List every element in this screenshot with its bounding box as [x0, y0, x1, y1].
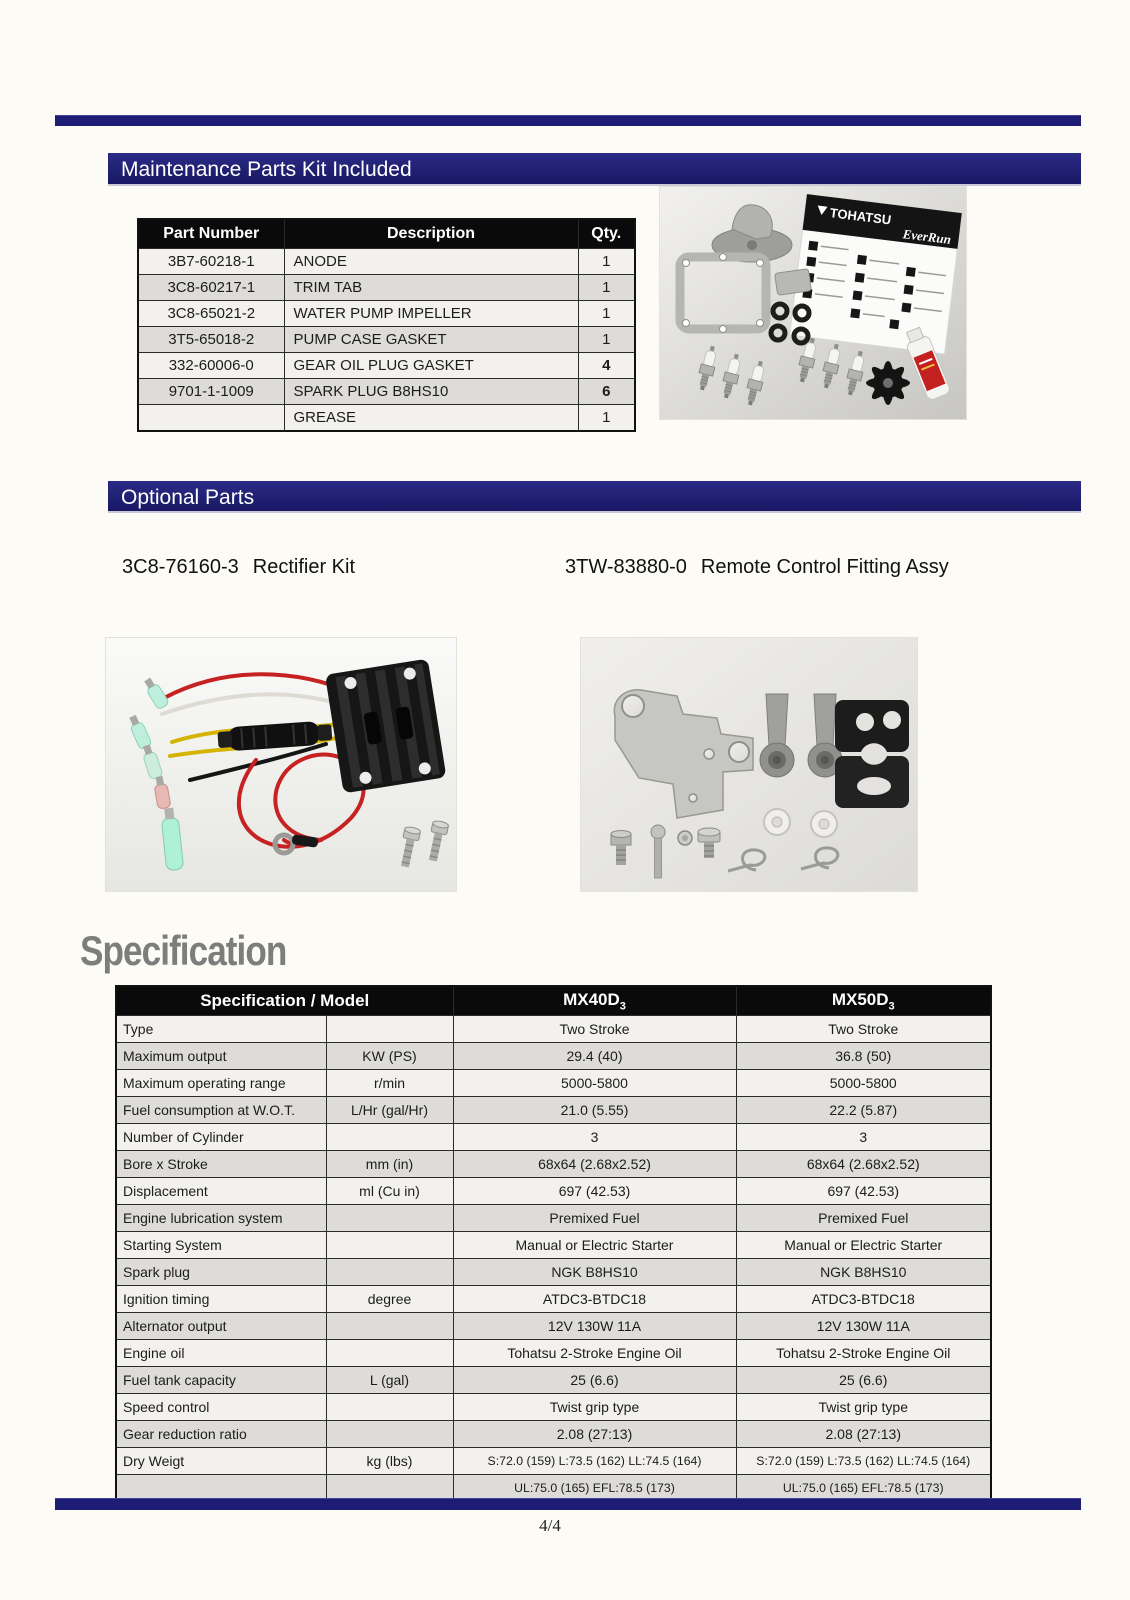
qty-cell: 1: [578, 275, 635, 301]
part-number-cell: 3B7-60218-1: [138, 249, 284, 275]
description-cell: ANODE: [284, 249, 578, 275]
model-header-mx50: [736, 986, 991, 1016]
maintenance-row: [138, 405, 635, 432]
spec-value-mx40: 21.0 (5.55): [453, 1097, 736, 1124]
spec-unit-cell: KW (PS): [326, 1043, 453, 1070]
rectifier-kit-label: [122, 556, 355, 579]
description-header: Description: [284, 219, 578, 249]
spec-value-mx50: NGK B8HS10: [736, 1259, 991, 1286]
qty-cell: 1: [578, 405, 635, 432]
qty-header: Qty.: [578, 219, 635, 249]
qty-cell: 1: [578, 249, 635, 275]
qty-cell: 4: [578, 353, 635, 379]
specification-table: [115, 985, 992, 1503]
remote-control-label: [565, 556, 949, 579]
spec-label-cell: Ignition timing: [116, 1286, 326, 1313]
description-cell: SPARK PLUG B8HS10: [284, 379, 578, 405]
part-number-cell: 9701-1-1009: [138, 379, 284, 405]
maintenance-row: [138, 301, 635, 327]
spec-unit-cell: r/min: [326, 1070, 453, 1097]
maintenance-row: [138, 249, 635, 275]
part-number-cell: [138, 405, 284, 432]
spec-unit-cell: [326, 1124, 453, 1151]
spec-value-mx40: 2.08 (27:13): [453, 1421, 736, 1448]
spec-label-cell: Speed control: [116, 1394, 326, 1421]
remote-control-part-number: 3TW-83880-0: [565, 556, 687, 578]
spec-row: [116, 1205, 991, 1232]
spec-label-cell: Spark plug: [116, 1259, 326, 1286]
page-number: 4/4: [539, 1516, 561, 1535]
spec-value-mx40: Twist grip type: [453, 1394, 736, 1421]
spec-value-mx40: ATDC3-BTDC18: [453, 1286, 736, 1313]
remote-control-name: Remote Control Fitting Assy: [700, 556, 949, 578]
spec-row: [116, 1394, 991, 1421]
rectifier-body-illustration: [325, 659, 446, 794]
metal-block-illustration: [775, 269, 812, 296]
maintenance-row: [138, 327, 635, 353]
maintenance-row: [138, 379, 635, 405]
maintenance-kit-photo: [659, 186, 967, 420]
spec-unit-cell: degree: [326, 1286, 453, 1313]
spec-value-mx50: 697 (42.53): [736, 1178, 991, 1205]
instruction-sheet: [790, 194, 962, 354]
spec-row: [116, 1367, 991, 1394]
spec-value-mx40: 29.4 (40): [453, 1043, 736, 1070]
description-cell: TRIM TAB: [284, 275, 578, 301]
spec-row: [116, 1097, 991, 1124]
part-number-cell: 3C8-60217-1: [138, 275, 284, 301]
spec-row: [116, 1124, 991, 1151]
top-divider-bar: [55, 115, 1081, 126]
spec-corner-header: Specification / Model: [116, 986, 453, 1016]
spec-unit-cell: [326, 1205, 453, 1232]
maintenance-header-row: [138, 219, 635, 249]
spec-label-cell: Displacement: [116, 1178, 326, 1205]
spec-value-mx40: Premixed Fuel: [453, 1205, 736, 1232]
spec-unit-cell: [326, 1421, 453, 1448]
maintenance-section-header: [108, 153, 1081, 186]
optional-section-title: Optional Parts: [121, 486, 255, 509]
spec-value-mx50: Two Stroke: [736, 1016, 991, 1043]
rectifier-kit-part-number: 3C8-76160-3: [122, 556, 239, 578]
spec-row: [116, 1151, 991, 1178]
spec-row: [116, 1259, 991, 1286]
part-number-cell: 3C8-65021-2: [138, 301, 284, 327]
spec-label-cell: Fuel consumption at W.O.T.: [116, 1097, 326, 1124]
spec-unit-cell: [326, 1016, 453, 1043]
maintenance-section-title: Maintenance Parts Kit Included: [121, 158, 412, 181]
spec-header-row: [116, 986, 991, 1016]
impeller-illustration: [866, 361, 910, 405]
spec-row: [116, 1016, 991, 1043]
maintenance-row: [138, 353, 635, 379]
rectifier-kit-name: Rectifier Kit: [252, 556, 355, 578]
part-number-header: Part Number: [138, 219, 284, 249]
model-sub: 3: [619, 1000, 626, 1013]
part-number-cell: 3T5-65018-2: [138, 327, 284, 353]
maintenance-parts-table: [137, 218, 636, 432]
spec-label-cell: Type: [116, 1016, 326, 1043]
qty-cell: 1: [578, 327, 635, 353]
maintenance-row: [138, 275, 635, 301]
qty-cell: 6: [578, 379, 635, 405]
spec-unit-cell: [326, 1340, 453, 1367]
spec-label-cell: Starting System: [116, 1232, 326, 1259]
spec-value-mx50: Tohatsu 2-Stroke Engine Oil: [736, 1340, 991, 1367]
spec-unit-cell: [326, 1232, 453, 1259]
spec-label-cell: Engine oil: [116, 1340, 326, 1367]
description-cell: GREASE: [284, 405, 578, 432]
spec-label-cell: Maximum output: [116, 1043, 326, 1070]
spec-unit-cell: L (gal): [326, 1367, 453, 1394]
spec-value-mx40: Manual or Electric Starter: [453, 1232, 736, 1259]
spec-value-mx50: 22.2 (5.87): [736, 1097, 991, 1124]
spec-value-mx50: ATDC3-BTDC18: [736, 1286, 991, 1313]
spec-value-mx50: 3: [736, 1124, 991, 1151]
spec-row: [116, 1313, 991, 1340]
specification-title: Specification: [80, 928, 287, 974]
spec-value-mx40: 68x64 (2.68x2.52): [453, 1151, 736, 1178]
spec-row: [116, 1421, 991, 1448]
spec-label-cell: Gear reduction ratio: [116, 1421, 326, 1448]
spec-row: [116, 1070, 991, 1097]
description-cell: GEAR OIL PLUG GASKET: [284, 353, 578, 379]
spec-label-cell: Maximum operating range: [116, 1070, 326, 1097]
spec-value-mx40: 3: [453, 1124, 736, 1151]
spec-row: [116, 1448, 991, 1475]
spec-value-mx40: 12V 130W 11A: [453, 1313, 736, 1340]
spec-unit-cell: [326, 1394, 453, 1421]
spec-value-mx40: 5000-5800: [453, 1070, 736, 1097]
spec-value-mx40: Two Stroke: [453, 1016, 736, 1043]
model-base: MX40D: [563, 989, 620, 1009]
spec-label-cell: Bore x Stroke: [116, 1151, 326, 1178]
spec-value-mx50: Manual or Electric Starter: [736, 1232, 991, 1259]
spec-value-mx50: 5000-5800: [736, 1070, 991, 1097]
spec-unit-cell: ml (Cu in): [326, 1178, 453, 1205]
spec-value-mx50: S:72.0 (159) L:73.5 (162) LL:74.5 (164): [736, 1448, 991, 1475]
kit-brand-text: TOHATSU: [828, 205, 893, 228]
spec-value-mx50: 25 (6.6): [736, 1367, 991, 1394]
spec-unit-cell: kg (lbs): [326, 1448, 453, 1475]
spec-label-cell: Alternator output: [116, 1313, 326, 1340]
spec-label-cell: Number of Cylinder: [116, 1124, 326, 1151]
spec-row: [116, 1043, 991, 1070]
spec-row: [116, 1340, 991, 1367]
spec-value-mx50: Twist grip type: [736, 1394, 991, 1421]
spec-value-mx50: Premixed Fuel: [736, 1205, 991, 1232]
remote-control-fitting-photo: [580, 637, 918, 892]
spec-value-mx40: Tohatsu 2-Stroke Engine Oil: [453, 1340, 736, 1367]
spec-value-mx40: UL:75.0 (165) EFL:78.5 (173): [453, 1475, 736, 1503]
qty-cell: 1: [578, 301, 635, 327]
spec-row: [116, 1178, 991, 1205]
spec-unit-cell: [326, 1259, 453, 1286]
spec-value-mx50: 68x64 (2.68x2.52): [736, 1151, 991, 1178]
spec-row: [116, 1232, 991, 1259]
spec-value-mx40: 697 (42.53): [453, 1178, 736, 1205]
description-cell: PUMP CASE GASKET: [284, 327, 578, 353]
bottom-divider-bar: [55, 1498, 1081, 1510]
spec-unit-cell: mm (in): [326, 1151, 453, 1178]
optional-section-header: [108, 481, 1081, 513]
spec-value-mx40: 25 (6.6): [453, 1367, 736, 1394]
spec-unit-cell: [326, 1313, 453, 1340]
part-number-cell: 332-60006-0: [138, 353, 284, 379]
spec-value-mx50: 12V 130W 11A: [736, 1313, 991, 1340]
kit-brand-sub-text: EverRun: [901, 226, 952, 247]
spec-label-cell: Engine lubrication system: [116, 1205, 326, 1232]
spec-value-mx50: UL:75.0 (165) EFL:78.5 (173): [736, 1475, 991, 1503]
model-header-mx40: [453, 986, 736, 1016]
spec-value-mx40: NGK B8HS10: [453, 1259, 736, 1286]
spec-label-cell: Fuel tank capacity: [116, 1367, 326, 1394]
spec-label-cell: Dry Weigt: [116, 1448, 326, 1475]
model-sub: 3: [888, 1000, 895, 1013]
spec-unit-cell: L/Hr (gal/Hr): [326, 1097, 453, 1124]
spec-value-mx40: S:72.0 (159) L:73.5 (162) LL:74.5 (164): [453, 1448, 736, 1475]
rectifier-kit-photo: [105, 637, 457, 892]
spec-value-mx50: 36.8 (50): [736, 1043, 991, 1070]
description-cell: WATER PUMP IMPELLER: [284, 301, 578, 327]
spec-row: [116, 1286, 991, 1313]
spec-value-mx50: 2.08 (27:13): [736, 1421, 991, 1448]
model-base: MX50D: [831, 989, 889, 1009]
